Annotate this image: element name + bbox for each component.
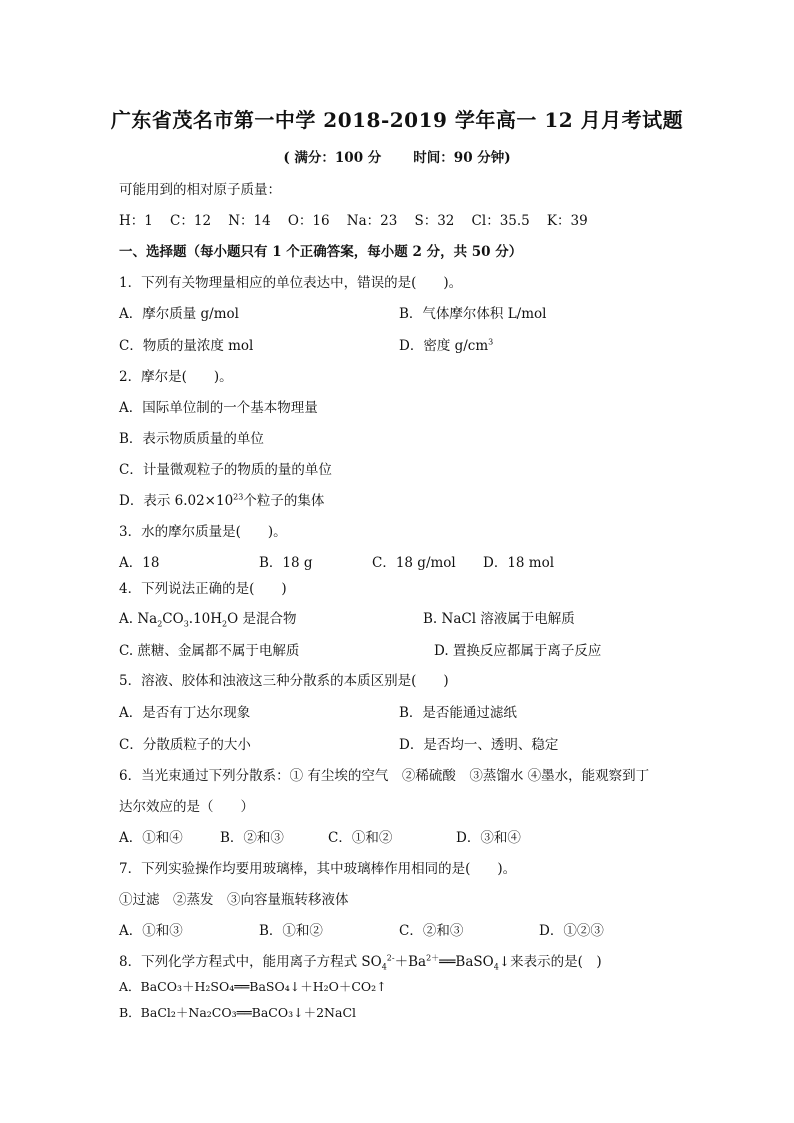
q7-option-b: B．①和② <box>259 923 323 939</box>
q1-option-d: D．密度 $g/cm^3$ <box>399 337 494 354</box>
q1-option-a: A．摩尔质量 g/mol <box>119 306 239 322</box>
exam-time: 时间：90 分钟) <box>413 150 511 166</box>
q4-option-d: D. 置换反应都属于离子反应 <box>434 643 602 659</box>
section-heading: 一、选择题（每小题只有 1 个正确答案，每小题 2 分，共 50 分） <box>119 244 523 260</box>
q2-stem: 2．摩尔是( )。 <box>119 369 233 385</box>
q1-stem: 1．下列有关物理量相应的单位表达中，错误的是( )。 <box>119 275 463 291</box>
q4-option-a: A. $Na_2CO_3.10H_2O$ 是混合物 <box>119 611 297 629</box>
q5-stem: 5．溶液、胶体和浊液这三种分散系的本质区别是( ) <box>119 673 449 689</box>
q2-option-d: D．表示 $6.02\times 10^{23}$个粒子的集体 <box>119 492 325 509</box>
q1-option-b: B．气体摩尔体积 L/mol <box>399 306 547 322</box>
q2-option-b: B．表示物质质量的单位 <box>119 431 264 447</box>
q6-stem-line2: 达尔效应的是（ ） <box>119 799 254 815</box>
q7-option-a: A．①和③ <box>119 923 183 939</box>
q5-option-b: B．是否能通过滤纸 <box>399 705 517 721</box>
q6-option-c: C．①和② <box>328 830 393 846</box>
q7-stem: 7．下列实验操作均要用玻璃棒，其中玻璃棒作用相同的是( )。 <box>119 861 517 877</box>
q7-option-d: D．①②③ <box>539 923 604 939</box>
q7-option-c: C．②和③ <box>399 923 464 939</box>
q5-option-c: C．分散质粒子的大小 <box>119 737 251 753</box>
q8-option-a: A．BaCO₃＋H₂SO₄══BaSO₄↓＋H₂O＋CO₂↑ <box>119 979 387 994</box>
q4-option-c: C. 蔗糖、金属都不属于电解质 <box>119 643 300 659</box>
q6-option-b: B．②和③ <box>220 830 284 846</box>
exam-subtitle <box>0 146 794 166</box>
q8-stem: 8．下列化学方程式中，能用离子方程式 $SO_4^{2-}+Ba^{2+}══BaSO_4↓$来表示的是( ) <box>119 953 602 972</box>
q2-option-a: A．国际单位制的一个基本物理量 <box>119 400 318 416</box>
q2-option-c: C．计量微观粒子的物质的量的单位 <box>119 462 332 478</box>
q3-option-c: C．18 g/mol <box>372 555 456 571</box>
exam-title: 广东省茂名市第一中学 2018-2019 学年高一 12 月月考试题 <box>110 108 684 132</box>
q3-option-a: A．18 <box>119 555 160 571</box>
q3-option-b: B．18 g <box>259 555 313 571</box>
q1-option-c: C．物质的量浓度 mol <box>119 338 254 354</box>
q4-stem: 4．下列说法正确的是( ) <box>119 581 287 597</box>
q5-option-a: A．是否有丁达尔现象 <box>119 705 251 721</box>
q3-stem: 3．水的摩尔质量是( )。 <box>119 524 287 540</box>
q3-option-d: D．18 mol <box>483 555 555 571</box>
full-score: ( 满分：100 分 <box>283 150 382 166</box>
q7-items: ①过滤 ②蒸发 ③向容量瓶转移液体 <box>119 892 349 908</box>
q4-option-b: B. NaCl 溶液属于电解质 <box>423 611 575 627</box>
q6-option-a: A．①和④ <box>119 830 183 846</box>
atomic-mass-values: H：1 C：12 N：14 O：16 Na：23 S：32 Cl：35.5 K：39 <box>119 213 588 229</box>
q8-option-b: B．BaCl₂＋Na₂CO₃══BaCO₃↓＋2NaCl <box>119 1005 357 1020</box>
q5-option-d: D．是否均一、透明、稳定 <box>399 737 559 753</box>
q6-option-d: D．③和④ <box>456 830 521 846</box>
atomic-mass-label: 可能用到的相对原子质量： <box>119 182 281 198</box>
q6-stem-line1: 6．当光束通过下列分散系：① 有尘埃的空气 ②稀硫酸 ③蒸馏水 ④墨水，能观察到丁 <box>119 768 650 784</box>
